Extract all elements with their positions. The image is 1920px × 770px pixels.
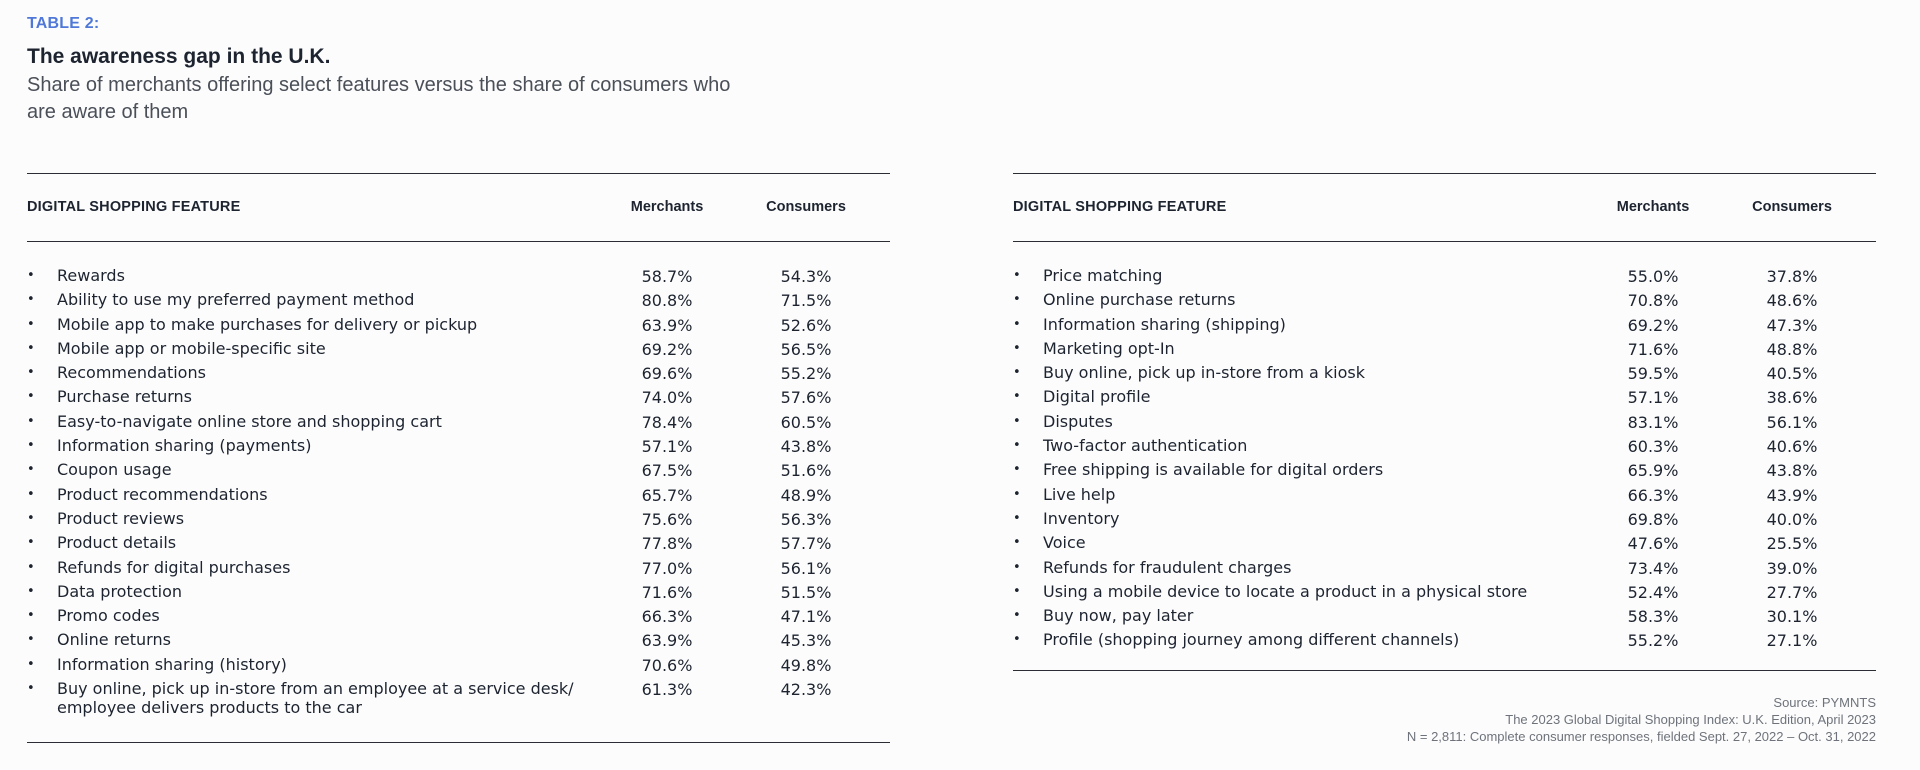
merchants-cell: 63.9% [641,631,693,651]
table-row [27,558,890,582]
bullet-icon: • [27,268,35,283]
table-row [27,582,890,606]
bullet-icon: • [27,656,35,672]
feature-cell: Marketing opt-In [1043,338,1175,358]
consumers-cell: 47.1% [780,607,832,627]
table-row [27,460,890,484]
table-row [1013,509,1876,533]
consumers-cell: 48.6% [1766,291,1818,311]
feature-cell: Information sharing (history) [57,654,287,674]
divider [27,173,890,174]
table-row [1013,485,1876,509]
merchants-cell: 83.1% [1627,412,1679,432]
consumers-cell: 49.8% [780,655,832,675]
bullet-icon: • [1013,486,1021,502]
bullet-icon: • [1013,535,1021,551]
consumers-cell: 57.7% [780,534,832,554]
feature-cell: Product reviews [57,508,185,528]
bullet-icon: • [27,292,35,308]
column-header-merchants: Merchants [630,199,704,215]
consumers-cell: 40.0% [1766,509,1818,529]
bullet-icon: • [27,510,35,526]
merchants-cell: 65.9% [1627,461,1679,481]
merchants-cell: 55.2% [1627,631,1679,651]
bullet-icon: • [27,632,35,648]
consumers-cell: 39.0% [1766,558,1818,578]
feature-cell: Buy online, pick up in-store from an employee at a service desk/ employee delivers products to the car [57,679,574,718]
merchants-cell: 65.7% [641,485,693,505]
divider [1013,241,1876,242]
bullet-icon: • [27,389,35,405]
merchants-cell: 60.3% [1627,437,1679,457]
consumers-cell: 43.8% [780,437,832,457]
bullet-icon: • [1013,340,1021,356]
feature-cell: Information sharing (shipping) [1043,314,1286,334]
bullet-icon: • [1013,583,1021,599]
merchants-cell: 57.1% [641,437,693,457]
merchants-cell: 75.6% [641,509,693,529]
feature-cell: Mobile app or mobile-specific site [57,338,326,358]
bullet-icon: • [27,681,35,697]
bullet-icon: • [1013,292,1021,308]
bullet-icon: • [27,365,35,381]
table-row [27,315,890,339]
consumers-cell: 48.8% [1766,339,1818,359]
merchants-cell: 58.3% [1627,607,1679,627]
feature-cell: Data protection [57,581,183,601]
table-row [27,679,890,727]
merchants-cell: 77.8% [641,534,693,554]
feature-cell: Purchase returns [57,387,192,407]
table-row [27,266,890,290]
feature-cell: Two-factor authentication [1043,436,1248,456]
merchants-cell: 61.3% [641,680,693,700]
merchants-cell: 74.0% [641,388,693,408]
table-row [27,387,890,411]
consumers-cell: 27.7% [1766,582,1818,602]
bullet-icon: • [27,438,35,454]
table-row [27,363,890,387]
feature-cell: Buy online, pick up in-store from a kiosk [1043,363,1366,383]
column-header-feature: DIGITAL SHOPPING FEATURE [27,199,241,215]
bullet-icon: • [1013,413,1021,429]
feature-cell: Mobile app to make purchases for delivery or pickup [57,314,478,334]
feature-cell: Easy-to-navigate online store and shopping cart [57,411,442,431]
table-row [27,485,890,509]
table-row [1013,290,1876,314]
feature-cell: Free shipping is available for digital orders [1043,460,1384,480]
table-row [27,436,890,460]
table-label: TABLE 2: [27,15,100,32]
consumers-cell: 40.5% [1766,364,1818,384]
consumers-cell: 47.3% [1766,315,1818,335]
consumers-cell: 43.9% [1766,485,1818,505]
consumers-cell: 54.3% [780,267,832,286]
bullet-icon: • [1013,510,1021,526]
bullet-icon: • [1013,316,1021,332]
merchants-cell: 58.7% [641,267,693,286]
table-row [1013,630,1876,654]
bullet-icon: • [27,462,35,478]
divider [27,241,890,242]
table-row [1013,533,1876,557]
source-note [1407,694,1876,745]
merchants-cell: 73.4% [1627,558,1679,578]
bullet-icon: • [27,413,35,429]
feature-cell: Voice [1043,533,1086,553]
feature-cell: Rewards [57,266,125,285]
consumers-cell: 25.5% [1766,534,1818,554]
feature-cell: Buy now, pay later [1043,606,1194,626]
bullet-icon: • [1013,438,1021,454]
bullet-icon: • [1013,389,1021,405]
consumers-cell: 51.6% [780,461,832,481]
table-row [1013,460,1876,484]
source-line: Source: PYMNTS [1773,695,1876,710]
feature-cell: Digital profile [1043,387,1151,407]
feature-cell: Refunds for fraudulent charges [1043,557,1292,577]
table-row [1013,363,1876,387]
table-row [1013,339,1876,363]
merchants-cell: 55.0% [1627,267,1679,286]
merchants-cell: 47.6% [1627,534,1679,554]
feature-cell: Refunds for digital purchases [57,557,291,577]
table-row [1013,606,1876,630]
merchants-cell: 69.2% [1627,315,1679,335]
consumers-cell: 55.2% [780,364,832,384]
merchants-cell: 67.5% [641,461,693,481]
consumers-cell: 27.1% [1766,631,1818,651]
merchants-cell: 78.4% [641,412,693,432]
feature-cell: Using a mobile device to locate a product in a physical store [1043,581,1528,601]
feature-cell: Disputes [1043,411,1113,431]
consumers-cell: 51.5% [780,582,832,602]
merchants-cell: 69.8% [1627,509,1679,529]
table-row [27,533,890,557]
feature-cell: Ability to use my preferred payment method [57,290,415,310]
consumers-cell: 43.8% [1766,461,1818,481]
bullet-icon: • [1013,365,1021,381]
consumers-cell: 71.5% [780,291,832,311]
table-row [1013,558,1876,582]
consumers-cell: 42.3% [780,680,832,700]
table-body [27,266,890,727]
table-row [27,655,890,679]
page-subtitle: Share of merchants offering select features versus the share of consumers who are aware of them [27,74,731,123]
feature-cell: Coupon usage [57,460,172,480]
page-title: The awareness gap in the U.K. [27,45,331,68]
table-row [1013,436,1876,460]
feature-cell: Promo codes [57,606,160,626]
merchants-cell: 66.3% [1627,485,1679,505]
consumers-cell: 56.3% [780,509,832,529]
bullet-icon: • [1013,559,1021,575]
column-header-merchants: Merchants [1616,199,1690,215]
divider [1013,670,1876,671]
table-row [1013,412,1876,436]
feature-cell: Product recommendations [57,484,268,504]
merchants-cell: 66.3% [641,607,693,627]
feature-cell: Online returns [57,630,171,650]
table-row [1013,582,1876,606]
consumers-cell: 56.5% [780,339,832,359]
bullet-icon: • [27,535,35,551]
feature-cell: Product details [57,533,177,553]
merchants-cell: 71.6% [641,582,693,602]
bullet-icon: • [27,608,35,624]
bullet-icon: • [27,340,35,356]
column-header-consumers: Consumers [766,199,846,215]
column-header-consumers: Consumers [1752,199,1832,215]
bullet-icon: • [27,316,35,332]
bullet-icon: • [1013,632,1021,648]
consumers-cell: 56.1% [1766,412,1818,432]
column-header-feature: DIGITAL SHOPPING FEATURE [1013,199,1227,215]
table-body [1013,266,1876,655]
merchants-cell: 77.0% [641,558,693,578]
table-row [27,606,890,630]
table-row [27,630,890,654]
bullet-icon: • [27,486,35,502]
divider [1013,173,1876,174]
consumers-cell: 30.1% [1766,607,1818,627]
consumers-cell: 38.6% [1766,388,1818,408]
consumers-cell: 52.6% [780,315,832,335]
table-row [27,509,890,533]
table-row [1013,266,1876,290]
source-line: The 2023 Global Digital Shopping Index: U.K. Edition, April 2023 [1505,712,1876,727]
consumers-cell: 40.6% [1766,437,1818,457]
feature-cell: Profile (shopping journey among different channels) [1043,630,1460,650]
consumers-cell: 37.8% [1766,267,1818,286]
feature-cell: Inventory [1043,508,1120,528]
feature-cell: Price matching [1043,266,1163,285]
merchants-cell: 57.1% [1627,388,1679,408]
merchants-cell: 63.9% [641,315,693,335]
merchants-cell: 71.6% [1627,339,1679,359]
merchants-cell: 69.2% [641,339,693,359]
bullet-icon: • [1013,268,1021,283]
feature-cell: Information sharing (payments) [57,436,312,456]
feature-cell: Live help [1043,484,1116,504]
merchants-cell: 70.8% [1627,291,1679,311]
table-row [27,339,890,363]
bullet-icon: • [27,559,35,575]
table-row [1013,315,1876,339]
table-row [27,412,890,436]
table-row [1013,387,1876,411]
feature-cell: Recommendations [57,363,206,383]
merchants-cell: 69.6% [641,364,693,384]
bullet-icon: • [1013,462,1021,478]
bullet-icon: • [27,583,35,599]
merchants-cell: 80.8% [641,291,693,311]
consumers-cell: 56.1% [780,558,832,578]
divider [27,742,890,743]
merchants-cell: 70.6% [641,655,693,675]
consumers-cell: 57.6% [780,388,832,408]
feature-cell: Online purchase returns [1043,290,1236,310]
consumers-cell: 45.3% [780,631,832,651]
merchants-cell: 59.5% [1627,364,1679,384]
consumers-cell: 60.5% [780,412,832,432]
table-row [27,290,890,314]
merchants-cell: 52.4% [1627,582,1679,602]
bullet-icon: • [1013,608,1021,624]
source-line: N = 2,811: Complete consumer responses, fielded Sept. 27, 2022 – Oct. 31, 2022 [1406,729,1876,744]
consumers-cell: 48.9% [780,485,832,505]
